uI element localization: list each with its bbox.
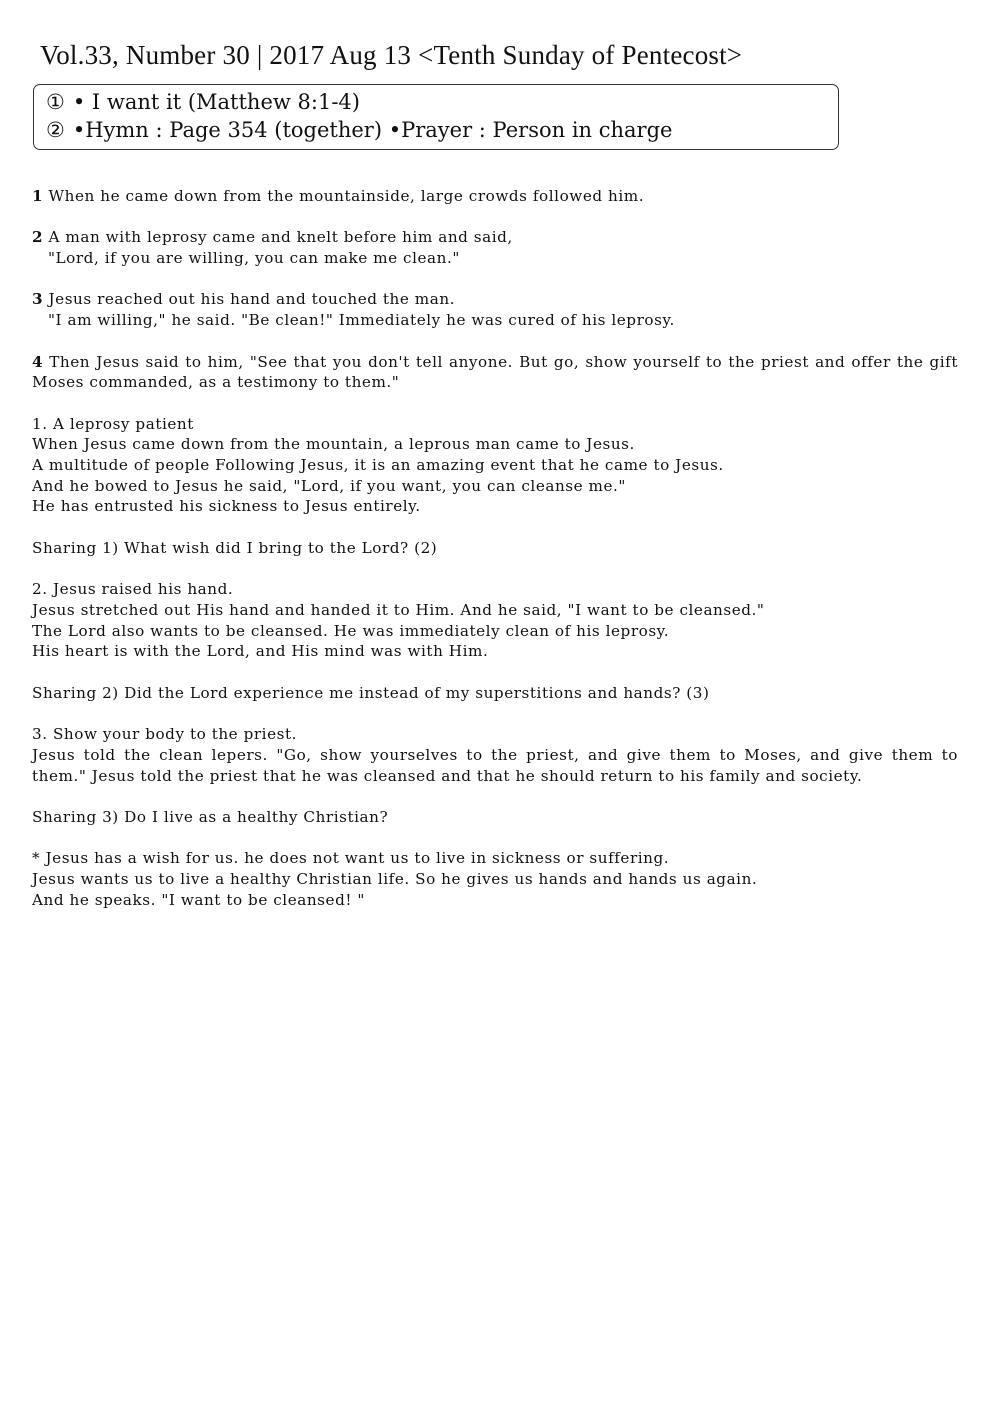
verse-4: [32, 352, 958, 393]
verse-text: Then Jesus said to him, "See that you don't tell anyone. But go, show yourself to the priest and offer the gift Moses commanded, as a testimony to them.": [32, 352, 958, 392]
bulletin-title: Vol.33, Number 30 | 2017 Aug 13 <Tenth Sunday of Pentecost>: [40, 40, 743, 70]
verse-3: [32, 289, 958, 330]
hymn-prayer-text: •Hymn : Page 354 (together) •Prayer : Person in charge: [72, 118, 673, 142]
sermon-title-line: [46, 88, 838, 116]
sharing-question-1: [32, 538, 958, 559]
verse-1: [32, 186, 958, 207]
section-line: The Lord also wants to be cleansed. He was immediately clean of his leprosy.: [32, 621, 670, 640]
closing-line: And he speaks. "I want to be cleansed! ": [32, 890, 365, 909]
section-heading: 3. Show your body to the priest.: [32, 725, 297, 744]
section-line: When Jesus came down from the mountain, a leprous man came to Jesus.: [32, 435, 635, 454]
section-paragraph: Jesus told the clean lepers. "Go, show yourselves to the priest, and give them to Moses, and give them to them." Jesus told the priest that he was cleansed and that he should return to his family and society.: [32, 745, 958, 785]
verse-number: 4: [32, 352, 44, 371]
service-info-box: [33, 84, 839, 150]
verse-2: [32, 227, 958, 268]
section-line: His heart is with the Lord, and His mind was with Him.: [32, 642, 489, 661]
section-line: He has entrusted his sickness to Jesus entirely.: [32, 497, 421, 516]
circled-one-marker: ①: [46, 90, 65, 114]
verse-number: 1: [32, 187, 44, 205]
closing-line: Jesus wants us to live a healthy Christian life. So he gives us hands and hands us again.: [32, 870, 758, 889]
sharing-question-3: [32, 807, 958, 828]
verse-text: "Lord, if you are willing, you can make me clean.": [48, 249, 460, 268]
verse-text: A man with leprosy came and knelt before him and said,: [48, 228, 513, 247]
sharing-text: Sharing 1) What wish did I bring to the Lord? (2): [32, 538, 438, 557]
closing-line: * Jesus has a wish for us. he does not want us to live in sickness or suffering.: [32, 849, 670, 868]
section-1: [32, 414, 958, 518]
verse-text: When he came down from the mountainside, large crowds followed him.: [48, 187, 645, 205]
section-line: Jesus stretched out His hand and handed it to Him. And he said, "I want to be cleansed.": [32, 600, 765, 619]
verse-number: 2: [32, 228, 44, 247]
sharing-text: Sharing 3) Do I live as a healthy Christian?: [32, 807, 389, 826]
verse-text: "I am willing," he said. "Be clean!" Immediately he was cured of his leprosy.: [48, 311, 675, 330]
section-heading: 1. A leprosy patient: [32, 414, 194, 433]
verse-number: 3: [32, 290, 44, 309]
section-heading: 2. Jesus raised his hand.: [32, 580, 234, 599]
sermon-title: • I want it (Matthew 8:1-4): [72, 90, 360, 114]
sharing-text: Sharing 2) Did the Lord experience me instead of my superstitions and hands? (3): [32, 683, 710, 702]
section-line: And he bowed to Jesus he said, "Lord, if you want, you can cleanse me.": [32, 476, 626, 495]
closing-note: [32, 848, 958, 910]
sermon-content: [32, 186, 958, 931]
section-line: A multitude of people Following Jesus, it is an amazing event that he came to Jesus.: [32, 456, 724, 475]
verse-text: Jesus reached out his hand and touched the man.: [48, 290, 456, 309]
section-2: [32, 579, 958, 662]
sharing-question-2: [32, 683, 958, 704]
section-3: [32, 724, 958, 786]
hymn-prayer-line: [46, 116, 838, 144]
circled-two-marker: ②: [46, 118, 65, 142]
